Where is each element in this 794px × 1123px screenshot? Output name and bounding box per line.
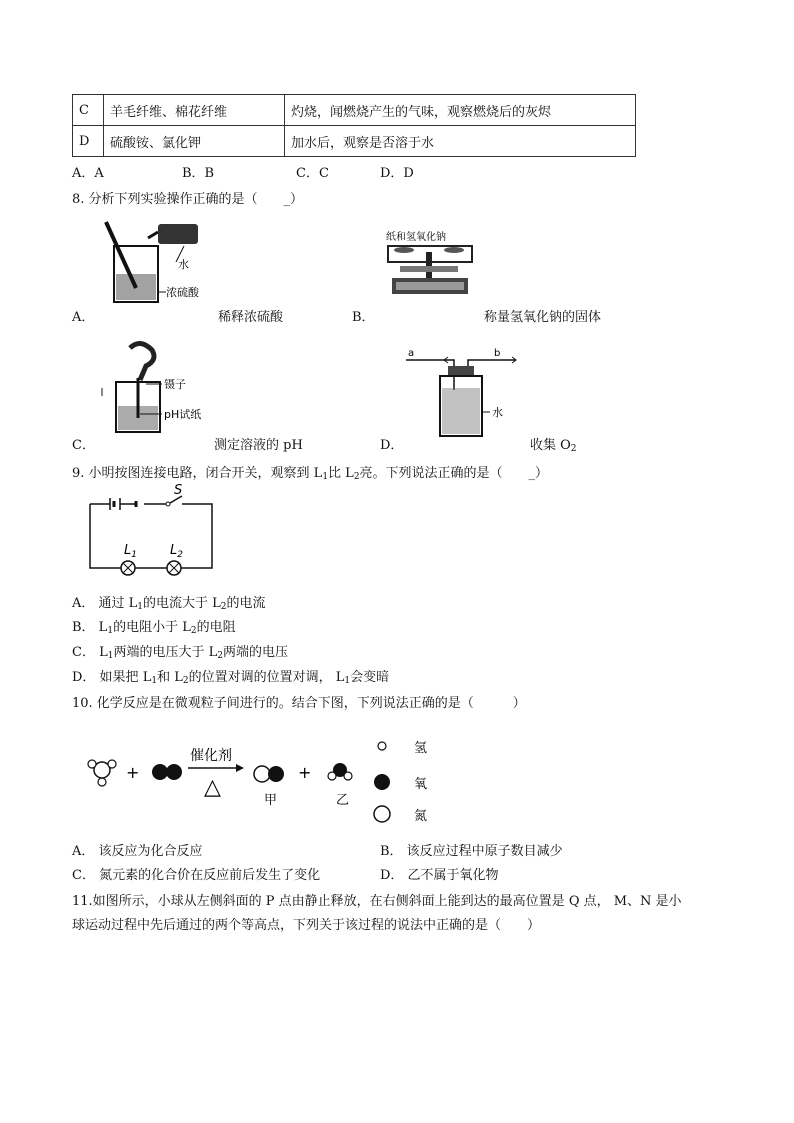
q11-stem-line2: 球运动过程中先后通过的两个等高点，下列关于该过程的说法中正确的是（ ）: [72, 918, 541, 933]
label-water: 水: [492, 406, 503, 419]
nh3-molecule-icon: [88, 760, 116, 786]
table-row: [73, 95, 636, 126]
q8-c-caption: 测定溶液的 pH: [214, 438, 303, 453]
q7-option-a: A．A: [72, 166, 104, 181]
label-tweezers: 镊子: [164, 378, 186, 391]
label-l1: $L_1$: [124, 543, 137, 560]
legend-hydrogen: 氢: [414, 741, 428, 756]
row-letter: C: [73, 95, 104, 126]
q10-option-a: A． 该反应为化合反应: [72, 844, 203, 859]
q9-option-b: B． $L_1$的电阻小于 $L_2$的电阻: [72, 620, 236, 636]
q8-a-letter: A．: [72, 310, 95, 325]
label-paper-naoh: 纸和氢氧化钠: [386, 232, 446, 243]
q11-stem-line1: 11.如图所示，小球从左侧斜面的 P 点由静止释放，在右侧斜面上能到达的最高位置是 Q 点， M、N 是小: [72, 894, 682, 909]
q8-b-letter: B．: [352, 310, 375, 325]
legend-nitrogen: 氮: [414, 809, 428, 824]
q9-option-d: D． 如果把 $L_1$和 $L_2$的位置对调的位置对调， $L_1$会变暗: [72, 670, 390, 686]
plus-sign: +: [298, 763, 312, 782]
legend-oxygen: 氧: [414, 777, 428, 792]
q9-option-c: C． $L_1$两端的电压大于 $L_2$两端的电压: [72, 645, 288, 661]
circuit-diagram: [86, 484, 218, 582]
row-items: 硫酸铵、氯化钾: [104, 126, 285, 157]
label-acid: 浓硫酸: [166, 286, 199, 299]
label-l2: $L_2$: [170, 543, 183, 560]
label-a: a: [408, 348, 415, 359]
options-table: [72, 94, 636, 157]
bottle-icon: [158, 224, 198, 244]
plus-sign: +: [126, 763, 140, 782]
h2o-molecule-icon: [328, 763, 352, 780]
tweezers-icon: [130, 343, 154, 380]
label-ph-paper: pH试纸: [164, 408, 202, 421]
q8-c-letter: C．: [72, 438, 95, 453]
q8-d-caption: 收集 $O_2$: [530, 438, 577, 454]
row-method: 加水后，观察是否溶于水: [285, 126, 636, 157]
q8-d-letter: D．: [380, 438, 404, 453]
table-row: [73, 126, 636, 157]
q8-a-caption: 稀释浓硫酸: [218, 310, 284, 325]
oxygen-legend-icon: [374, 774, 390, 790]
q10-option-d: D． 乙不属于氧化物: [380, 868, 499, 883]
row-letter: D: [73, 126, 104, 157]
q9-stem: 9. 小明按图连接电路，闭合开关，观察到 $L_1$比 $L_2$亮。下列说法正确的是（ _）: [72, 466, 549, 482]
label-water: 水: [178, 258, 189, 271]
q10-option-b: B． 该反应过程中原子数目减少: [380, 844, 563, 859]
dilute-acid-figure: [100, 218, 210, 308]
q9-option-a: A． 通过 $L_1$的电流大于 $L_2$的电流: [72, 596, 266, 612]
heat-symbol: △: [204, 775, 221, 800]
nitrogen-legend-icon: [374, 806, 390, 822]
q8-b-caption: 称量氢氧化钠的固体: [484, 310, 602, 325]
label-jia: 甲: [264, 793, 278, 808]
q7-option-b: B．B: [182, 166, 215, 181]
q7-option-d: D．D: [380, 166, 414, 181]
q7-option-c: C．C: [296, 166, 329, 181]
row-items: 羊毛纤维、棉花纤维: [104, 95, 285, 126]
balance-figure: [382, 228, 478, 308]
gas-bottle-figure: [404, 344, 524, 440]
catalyst-label: 催化剂: [190, 748, 232, 764]
stopper-icon: [448, 366, 474, 376]
label-yi: 乙: [336, 793, 350, 808]
label-b: b: [494, 348, 501, 359]
switch-icon: [166, 502, 170, 506]
label-switch: S: [174, 484, 183, 498]
no-molecule-icon: [254, 766, 284, 782]
hydrogen-legend-icon: [378, 742, 386, 750]
reaction-diagram: [84, 728, 444, 828]
ph-test-figure: [100, 340, 210, 436]
o2-molecule-icon: [152, 764, 182, 780]
q10-stem: 10. 化学反应是在微观粒子间进行的。结合下图，下列说法正确的是（ ）: [72, 696, 526, 711]
q8-stem: 8. 分析下列实验操作正确的是（ _）: [72, 192, 304, 207]
row-method: 灼烧，闻燃烧产生的气味，观察燃烧后的灰烬: [285, 95, 636, 126]
q10-option-c: C． 氮元素的化合价在反应前后发生了变化: [72, 868, 321, 883]
